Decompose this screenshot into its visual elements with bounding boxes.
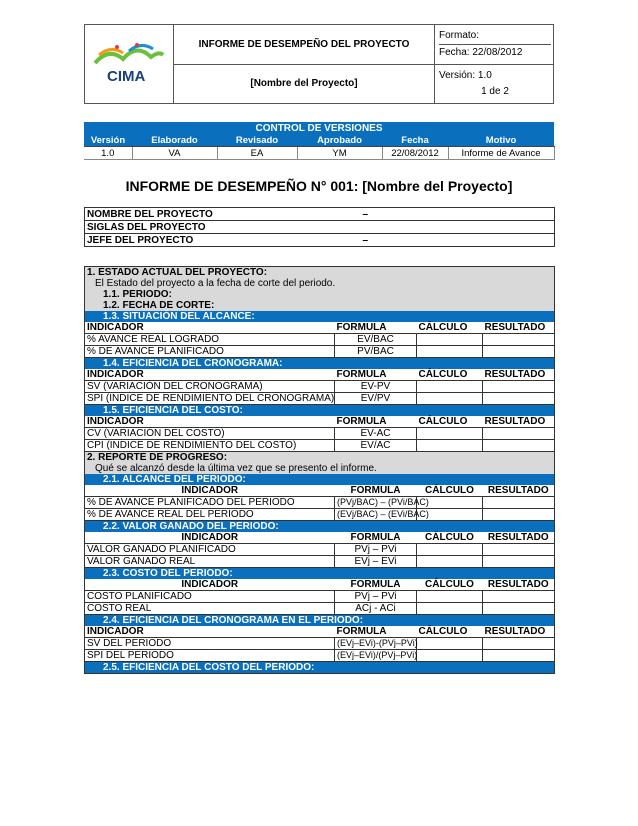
val-aprobado: YM — [297, 147, 382, 160]
table-row-formula: PV/BAC — [335, 346, 417, 358]
col-indicador: INDICADOR — [85, 416, 335, 428]
section-1-desc: El Estado del proyecto a la fecha de corte del periodo. — [95, 278, 336, 289]
table-row-indicator: COSTO REAL — [85, 603, 335, 615]
header-title: INFORME DE DESEMPEÑO DEL PROYECTO — [174, 25, 435, 65]
format-version: Versión: 1.0 — [439, 69, 492, 81]
logo-cell — [85, 25, 174, 104]
table-row-formula: (EVj/BAC) – (EVi/BAC) — [335, 509, 417, 521]
table-row-formula: ACj - ACi — [335, 603, 417, 615]
col-calculo: CÁLCULO — [417, 579, 483, 591]
col-calculo: CÁLCULO — [417, 532, 483, 544]
project-info-table — [84, 207, 555, 247]
section-1-3: 1.3. SITUACIÓN DEL ALCANCE: — [103, 311, 255, 322]
col-resultado: RESULTADO — [483, 485, 555, 497]
table-row-indicator: % DE AVANCE PLANIFICADO — [85, 346, 335, 358]
col-resultado: RESULTADO — [483, 626, 555, 638]
format-date: Fecha: 22/08/2012 — [439, 46, 523, 58]
table-row-formula: PVj – PVi — [335, 544, 417, 556]
report-title: INFORME DE DESEMPEÑO N° 001: [Nombre del Proyecto] — [125, 178, 513, 194]
document-header — [84, 24, 554, 104]
section-1-1: 1.1. PERIODO: — [103, 289, 172, 300]
col-indicador: INDICADOR — [85, 579, 335, 591]
info-value-siglas — [357, 221, 555, 234]
section-2-3: 2.3. COSTO DEL PERIODO: — [103, 568, 233, 579]
table-row-indicator: CPI (INDICE DE RENDIMIENTO DEL COSTO) — [85, 440, 335, 452]
section-2-1: 2.1. ALCANCE DEL PERIODO: — [103, 474, 246, 485]
val-revisado: EA — [217, 147, 297, 160]
table-row-indicator: SPI (INDICE DE RENDIMIENTO DEL CRONOGRAMA) — [85, 393, 335, 405]
table-row-formula: EV-AC — [335, 428, 417, 440]
val-elaborado: VA — [132, 147, 217, 160]
col-formula: FORMULA — [335, 322, 417, 334]
table-row-formula: EV/PV — [335, 393, 417, 405]
table-row-formula: EV-PV — [335, 381, 417, 393]
col-formula: FORMULA — [335, 485, 417, 497]
col-formula: FORMULA — [335, 369, 417, 381]
section-2-5: 2.5. EFICIENCIA DEL COSTO DEL PERIODO: — [103, 662, 315, 673]
col-formula: FORMULA — [335, 579, 417, 591]
col-calculo: CÁLCULO — [417, 485, 483, 497]
col-resultado: RESULTADO — [483, 369, 555, 381]
col-indicador: INDICADOR — [85, 322, 335, 334]
section-2-desc: Qué se alcanzó desde la última vez que se presento el informe. — [95, 463, 377, 474]
table-row-indicator: CV (VARIACIÓN DEL COSTO) — [85, 428, 335, 440]
table-row-indicator: SPI DEL PERIODO — [85, 650, 335, 662]
section-1-5: 1.5. EFICIENCIA DEL COSTO: — [103, 405, 243, 416]
info-value-name: – — [357, 208, 555, 221]
col-calculo: CÁLCULO — [417, 416, 483, 428]
col-version: Versión — [84, 134, 132, 147]
version-cell — [435, 64, 554, 104]
version-control-table — [84, 122, 555, 160]
cima-logo — [87, 33, 167, 93]
table-row-indicator: SV (VARIACIÓN DEL CRONOGRAMA) — [85, 381, 335, 393]
format-cell — [435, 25, 554, 65]
section-2-2: 2.2. VALOR GANADO DEL PERIODO: — [103, 521, 279, 532]
table-row-indicator: VALOR GANADO REAL — [85, 556, 335, 568]
col-motivo: Motivo — [448, 134, 554, 147]
format-label: Formato: — [439, 28, 551, 45]
table-row-indicator: % AVANCE REAL LOGRADO — [85, 334, 335, 346]
col-indicador: INDICADOR — [85, 369, 335, 381]
section-1-title: 1. ESTADO ACTUAL DEL PROYECTO: — [87, 267, 268, 278]
col-fecha: Fecha — [382, 134, 448, 147]
section-2-4: 2.4. EFICIENCIA DEL CRONOGRAMA EN EL PERIODO: — [103, 615, 364, 626]
table-row-formula: EV/AC — [335, 440, 417, 452]
col-elaborado: Elaborado — [132, 134, 217, 147]
table-row-formula: (PVj/BAC) – (PVi/BAC) — [335, 497, 417, 509]
table-row-formula: (EVj–EVi)/(PVj–PVi) — [335, 650, 417, 662]
table-row-formula: EV/BAC — [335, 334, 417, 346]
info-label-jefe: JEFE DEL PROYECTO — [85, 234, 357, 247]
logo-text: CIMA — [107, 67, 146, 85]
section-2-title: 2. REPORTE DE PROGRESO: — [87, 452, 228, 463]
val-version: 1.0 — [84, 147, 132, 160]
col-formula: FORMULA — [335, 532, 417, 544]
col-aprobado: Aprobado — [297, 134, 382, 147]
table-row-indicator: VALOR GANADO PLANIFICADO — [85, 544, 335, 556]
val-motivo: Informe de Avance — [448, 147, 554, 160]
col-indicador: INDICADOR — [85, 626, 335, 638]
section-1-4: 1.4. EFICIENCIA DEL CRONOGRAMA: — [103, 358, 283, 369]
info-label-siglas: SIGLAS DEL PROYECTO — [85, 221, 357, 234]
col-calculo: CÁLCULO — [417, 369, 483, 381]
col-resultado: RESULTADO — [483, 579, 555, 591]
table-row-indicator: % DE AVANCE REAL DEL PERIODO — [85, 509, 335, 521]
table-row-indicator: SV DEL PERIODO — [85, 638, 335, 650]
val-fecha: 22/08/2012 — [382, 147, 448, 160]
col-formula: FORMULA — [335, 626, 417, 638]
col-resultado: RESULTADO — [483, 416, 555, 428]
col-calculo: CÁLCULO — [417, 322, 483, 334]
col-calculo: CÁLCULO — [417, 626, 483, 638]
table-row-indicator: COSTO PLANIFICADO — [85, 591, 335, 603]
col-formula: FORMULA — [335, 416, 417, 428]
header-project-name: [Nombre del Proyecto] — [174, 64, 435, 104]
info-value-jefe: – — [357, 234, 555, 247]
col-resultado: RESULTADO — [483, 322, 555, 334]
table-row-formula: (EVj–EVi)-(PVj–PVi) — [335, 638, 417, 650]
info-label-name: NOMBRE DEL PROYECTO — [85, 208, 357, 221]
col-resultado: RESULTADO — [483, 532, 555, 544]
section-1-2: 1.2. FECHA DE CORTE: — [103, 300, 215, 311]
col-revisado: Revisado — [217, 134, 297, 147]
performance-body-table — [84, 266, 555, 674]
page-number: 1 de 2 — [481, 85, 509, 97]
col-indicador: INDICADOR — [85, 485, 335, 497]
table-row-formula: EVj – EVi — [335, 556, 417, 568]
table-row-indicator: % DE AVANCE PLANIFICADO DEL PERIODO — [85, 497, 335, 509]
col-indicador: INDICADOR — [85, 532, 335, 544]
version-control-title: CONTROL DE VERSIONES — [84, 122, 554, 134]
table-row-formula: PVj – PVi — [335, 591, 417, 603]
